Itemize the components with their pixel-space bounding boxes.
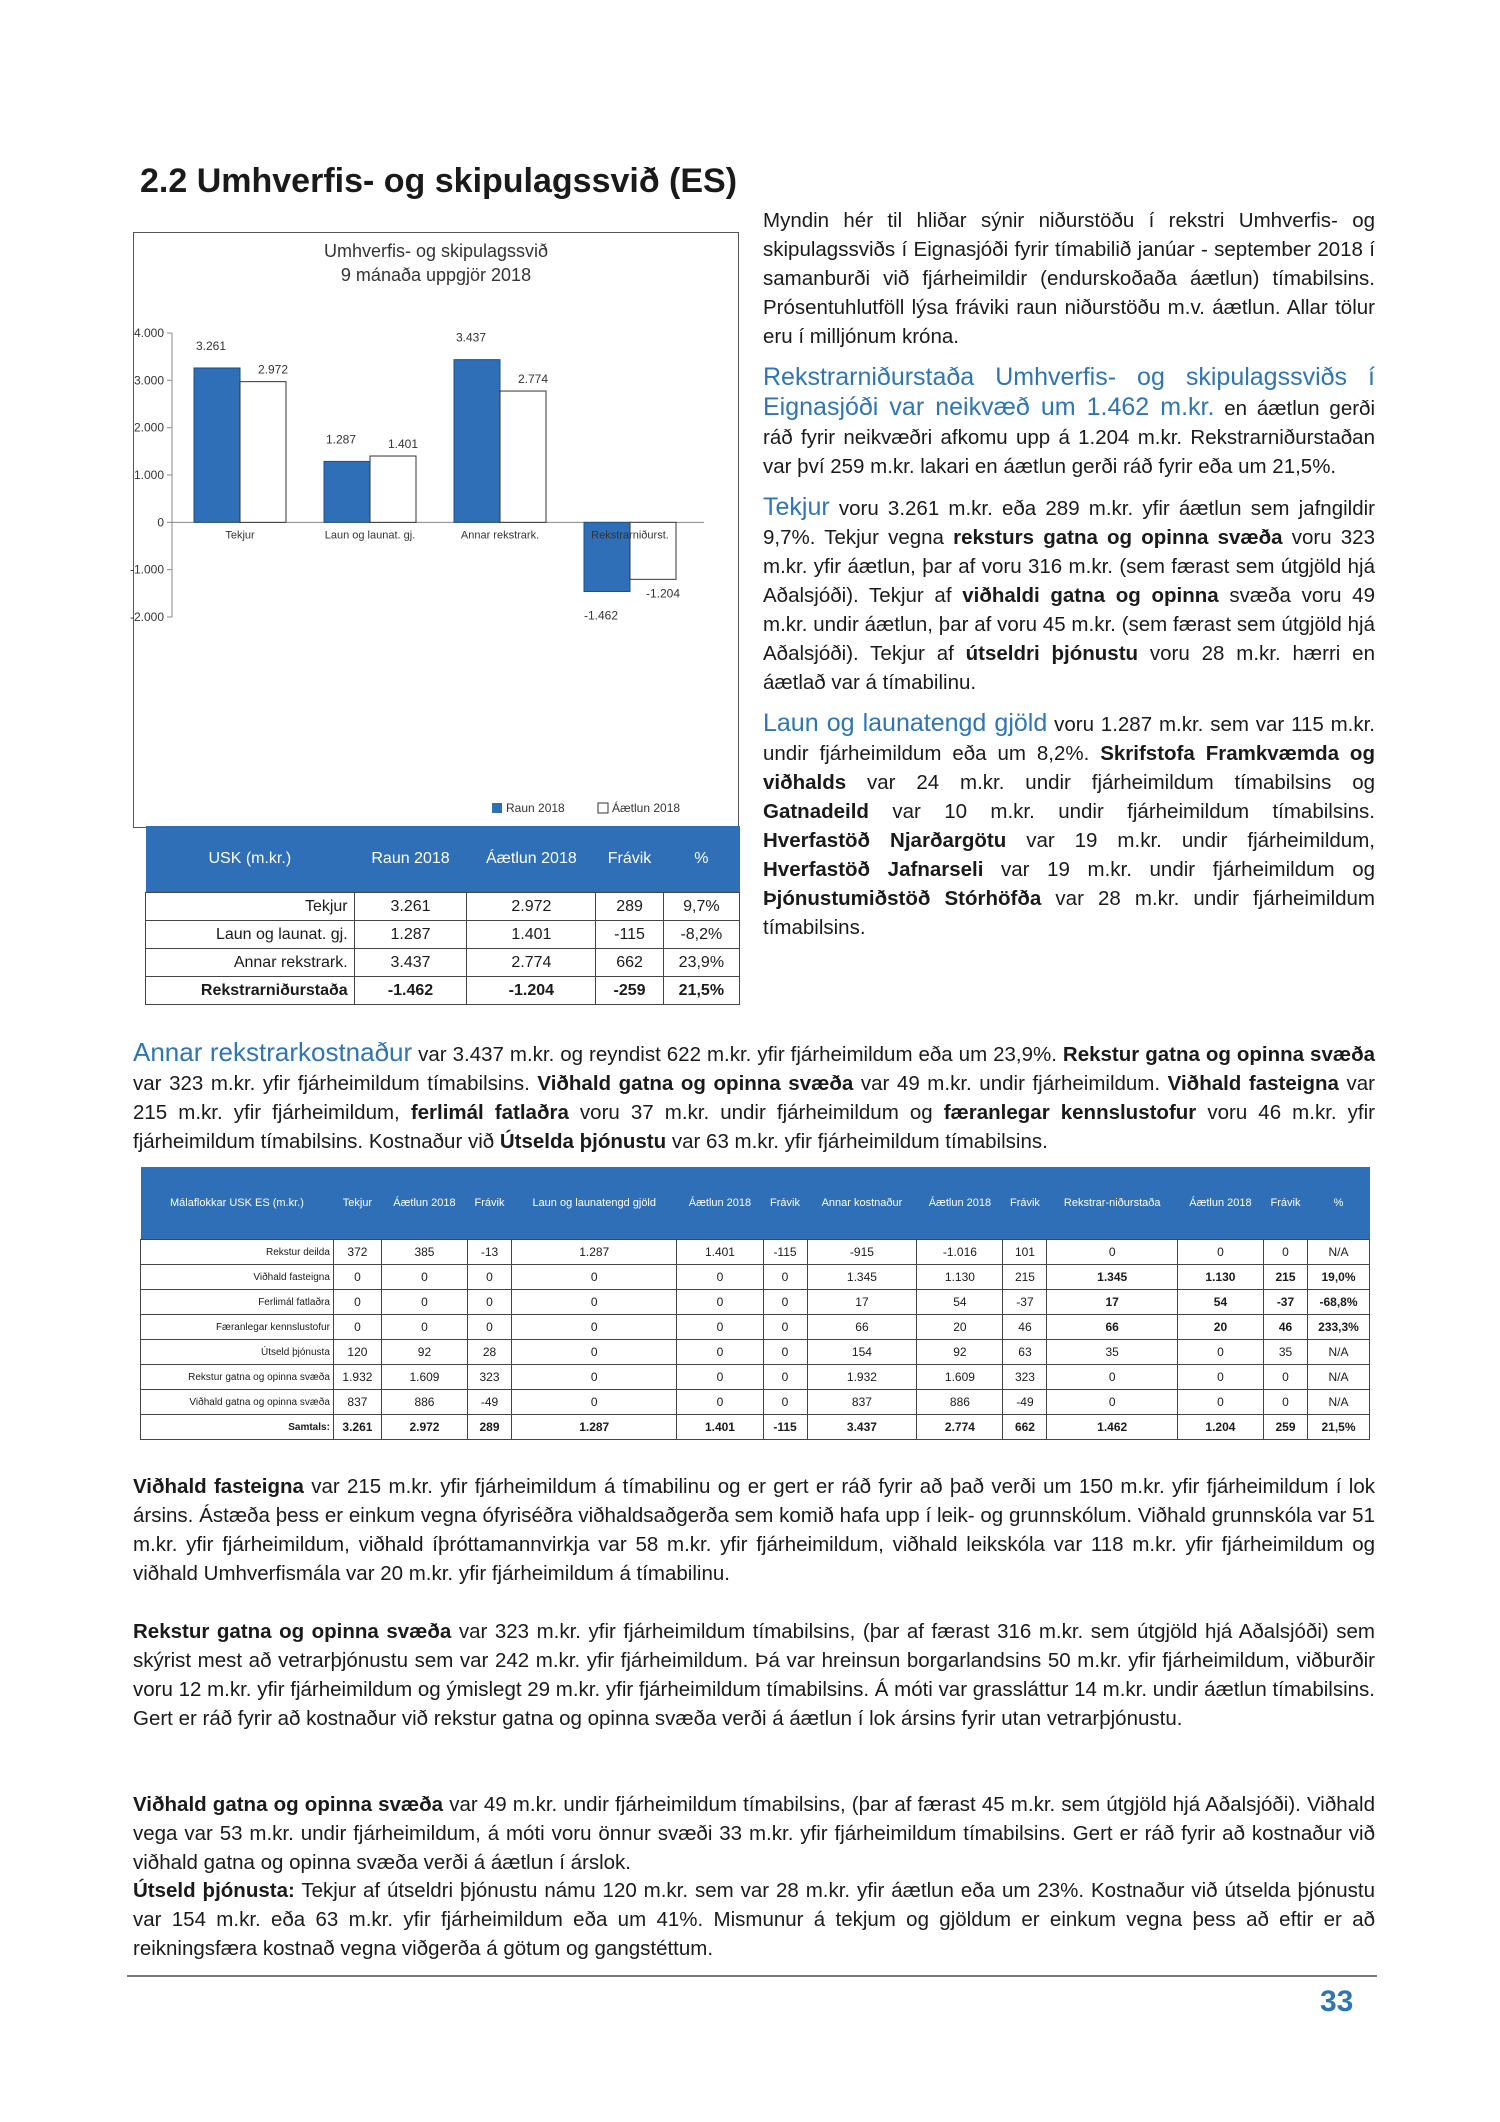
detail-cell: 1.401 [677, 1240, 763, 1265]
other-costs-bold-2: Viðhald gatna og opinna svæða [537, 1072, 854, 1095]
detail-cell: 20 [1177, 1315, 1263, 1340]
detail-cell: 2.972 [381, 1415, 467, 1440]
other-costs-g: voru 46 m.kr. yfir fjárheimildum tímabilsins. Kostnaður við [133, 1101, 1375, 1153]
detail-cell: -49 [468, 1390, 512, 1415]
summary-cell: 3.437 [354, 949, 467, 977]
bar-raun [194, 368, 240, 522]
chart-title: Umhverfis- og skipulagssvið [323, 241, 549, 261]
detail-cell: 215 [1003, 1265, 1047, 1290]
detail-cell: 20 [917, 1315, 1003, 1340]
detail-cell: 92 [381, 1340, 467, 1365]
summary-cell: -1.204 [467, 977, 596, 1005]
detail-cell: 0 [381, 1265, 467, 1290]
y-tick-label: 4.000 [133, 326, 164, 340]
detail-cell: 0 [677, 1315, 763, 1340]
detail-cell: 46 [1003, 1315, 1047, 1340]
street-maintenance-body: var 49 m.kr. undir fjárheimildum tímabilsins, (þar af færast 45 m.kr. sem útgjöld hjá Aðalsjóði). Viðhald vega var 53 m.kr. undir fjárheimildum, á móti voru önnur svæði 33 m.kr. yfir fjárheimildum tímabilsins. Gert er ráð fyrir að kostnaður við viðhald gatna og opinna svæða verði á áætlun í árslok. [133, 1793, 1375, 1874]
detail-cell: 0 [381, 1290, 467, 1315]
detail-header-cell: % [1308, 1167, 1370, 1240]
detail-cell: 0 [1047, 1365, 1177, 1390]
detail-cell: 0 [763, 1365, 807, 1390]
detail-header-cell: Laun og launatengd gjöld [512, 1167, 677, 1240]
detail-cell: 1.287 [512, 1415, 677, 1440]
salaries-bold-1: Skrifstofa Framkvæmda og viðhalds [763, 742, 1375, 794]
detail-cell: 0 [512, 1290, 677, 1315]
detail-cell: 323 [1003, 1365, 1047, 1390]
detail-cell: 54 [917, 1290, 1003, 1315]
street-operations-heading: Rekstur gatna og opinna svæða [133, 1620, 452, 1643]
y-tick-label: 1.000 [133, 468, 164, 482]
detail-cell: 662 [1003, 1415, 1047, 1440]
detail-cell: 21,5% [1308, 1415, 1370, 1440]
detail-cell: 233,3% [1308, 1315, 1370, 1340]
detail-cell: 886 [917, 1390, 1003, 1415]
data-label: 1.287 [325, 432, 357, 447]
result-heading: Rekstrarniðurstaða Umhverfis- og skipulagssviðs í Eignasjóði var neikvæð um 1.462 m.kr. [763, 363, 1375, 421]
detail-cell: 0 [1177, 1340, 1263, 1365]
detail-cell: 0 [468, 1315, 512, 1340]
revenue-bold-1: reksturs gatna og opinna svæða [953, 526, 1283, 549]
other-costs-e: var 215 m.kr. yfir fjárheimildum, [133, 1072, 1375, 1124]
category-label: Annar rekstrark. [460, 529, 540, 542]
detail-cell: Ferlimál fatlaðra [141, 1290, 334, 1315]
detail-cell: 0 [512, 1265, 677, 1290]
other-costs-bold-5: færanlegar kennslustofur [943, 1101, 1197, 1124]
detail-cell: 0 [333, 1290, 381, 1315]
summary-cell: 2.972 [467, 893, 596, 921]
detail-cell: 1.204 [1177, 1415, 1263, 1440]
detail-cell: -1.016 [917, 1240, 1003, 1265]
detail-cell: 2.774 [917, 1415, 1003, 1440]
detail-cell: Útseld þjónusta [141, 1340, 334, 1365]
detail-cell: 46 [1263, 1315, 1307, 1340]
detail-cell: Viðhald fasteigna [141, 1265, 334, 1290]
revenue-text-e: voru 28 m.kr. hærri en áætlað var á tímabilinu. [763, 642, 1375, 694]
salaries-text-f: var 19 m.kr. undir fjárheimildum og [983, 858, 1375, 881]
detail-cell: 1.932 [333, 1365, 381, 1390]
detail-cell: 0 [333, 1315, 381, 1340]
detail-header-cell: Annar kostnaður [807, 1167, 917, 1240]
detail-cell: 35 [1263, 1340, 1307, 1365]
data-label: 2.972 [257, 362, 289, 377]
detail-cell: Rekstur gatna og opinna svæða [141, 1365, 334, 1390]
salaries-bold-5: Þjónustumiðstöð Stórhöfða [763, 887, 1042, 910]
street-maintenance-text [133, 1790, 1375, 1877]
revenue-text-c: voru 323 m.kr. yfir áætlun, þar af voru 316 m.kr. (sem færast sem útgjöld hjá Aðalsjóði). Tekjur af [763, 526, 1375, 607]
other-costs-bold-3: Viðhald fasteigna [1167, 1072, 1339, 1095]
detail-header-cell: Rekstrar-niðurstaða [1047, 1167, 1177, 1240]
detail-row [141, 1415, 1370, 1440]
detail-cell: Viðhald gatna og opinna svæða [141, 1390, 334, 1415]
summary-row [146, 921, 740, 949]
detail-header-cell: Áætlun 2018 [381, 1167, 467, 1240]
detail-row [141, 1340, 1370, 1365]
data-label: -1.462 [583, 608, 619, 623]
bar-aaetlun [500, 391, 546, 522]
detail-cell: 0 [677, 1340, 763, 1365]
detail-cell: Samtals: [141, 1415, 334, 1440]
data-label: 2.774 [517, 372, 549, 387]
page-number: 33 [1320, 1985, 1354, 2018]
detail-row [141, 1265, 1370, 1290]
y-tick-label: -2.000 [129, 610, 164, 624]
bar-raun [324, 461, 370, 522]
detail-cell: 0 [1177, 1390, 1263, 1415]
detail-cell: -915 [807, 1240, 917, 1265]
maintenance-body: var 215 m.kr. yfir fjárheimildum á tímabilinu og er gert er ráð fyrir að það verði um 150 m.kr. yfir fjárheimildum í lok ársins. Ástæða þess er einkum vegna ófyriséðra viðhaldsaðgerða sem komið hafa upp í leik- og grunnskólum. Viðhald grunnskóla var 51 m.kr. yfir fjárheimildum, viðhald íþróttamannvirkja var 58 m.kr. yfir fjárheimildum, viðhald leikskóla var 118 m.kr. yfir fjárheimildum og viðhald Umhverfismála var 20 m.kr. yfir fjárheimildum á tímabilinu. [133, 1475, 1375, 1585]
detail-cell: N/A [1308, 1340, 1370, 1365]
summary-cell: 2.774 [467, 949, 596, 977]
maintenance-heading: Viðhald fasteigna [133, 1475, 304, 1498]
detail-row [141, 1315, 1370, 1340]
detail-header-cell: Áætlun 2018 [677, 1167, 763, 1240]
data-label: 1.401 [387, 437, 419, 452]
street-maintenance-heading: Viðhald gatna og opinna svæða [133, 1793, 444, 1816]
summary-cell: -1.462 [354, 977, 467, 1005]
other-costs-bold-4: ferlimál fatlaðra [410, 1101, 569, 1124]
detail-cell: 0 [1047, 1390, 1177, 1415]
detail-row [141, 1390, 1370, 1415]
chart-frame [129, 232, 739, 828]
summary-header-cell: % [663, 826, 739, 893]
summary-row [146, 949, 740, 977]
detail-cell: 0 [1177, 1365, 1263, 1390]
salaries-bold-2: Gatnadeild [763, 800, 869, 823]
bar-aaetlun [370, 456, 416, 522]
detail-cell: 3.437 [807, 1415, 917, 1440]
detail-cell: 886 [381, 1390, 467, 1415]
data-label: 3.437 [455, 330, 487, 345]
detail-cell: 101 [1003, 1240, 1047, 1265]
detail-cell: 259 [1263, 1415, 1307, 1440]
detail-cell: 0 [1263, 1240, 1307, 1265]
detail-cell: 120 [333, 1340, 381, 1365]
summary-cell: -8,2% [663, 921, 739, 949]
detail-cell: 1.932 [807, 1365, 917, 1390]
detail-cell: 66 [807, 1315, 917, 1340]
summary-cell: 23,9% [663, 949, 739, 977]
detail-header-cell: Áætlun 2018 [917, 1167, 1003, 1240]
detail-cell: 1.609 [381, 1365, 467, 1390]
summary-header-cell: Áætlun 2018 [467, 826, 596, 893]
summary-header-row [146, 826, 740, 893]
detail-cell: 0 [763, 1315, 807, 1340]
other-costs-h: var 63 m.kr. yfir fjárheimildum tímabilsins. [666, 1130, 1048, 1153]
summary-table [145, 826, 740, 1005]
summary-header-cell: Frávik [596, 826, 663, 893]
other-costs-d: var 49 m.kr. undir fjárheimildum. [853, 1072, 1168, 1095]
y-tick-label: 2.000 [133, 420, 164, 435]
summary-cell: 3.261 [354, 893, 467, 921]
detail-cell: -115 [763, 1240, 807, 1265]
detail-cell: Rekstur deilda [141, 1240, 334, 1265]
detail-cell: 289 [468, 1415, 512, 1440]
detail-cell: N/A [1308, 1365, 1370, 1390]
footer-divider [127, 1975, 1377, 1977]
detail-cell: 0 [512, 1390, 677, 1415]
detail-cell: 0 [1263, 1390, 1307, 1415]
summary-cell: 662 [596, 949, 663, 977]
salaries-text-e: var 19 m.kr. undir fjárheimildum, [1006, 829, 1375, 852]
other-costs-c: var 323 m.kr. yfir fjárheimildum tímabilsins. [133, 1072, 538, 1095]
maintenance-text [133, 1472, 1375, 1588]
other-costs-paragraph [133, 1038, 1375, 1156]
detail-cell: 1.609 [917, 1365, 1003, 1390]
other-costs-text [133, 1038, 1375, 1156]
summary-cell: 21,5% [663, 977, 739, 1005]
sold-services-text [133, 1876, 1375, 1963]
summary-cell: 1.287 [354, 921, 467, 949]
detail-cell: 323 [468, 1365, 512, 1390]
detail-cell: 3.261 [333, 1415, 381, 1440]
summary-cell: Laun og launat. gj. [146, 921, 355, 949]
detail-row [141, 1290, 1370, 1315]
summary-header-cell: USK (m.kr.) [146, 826, 355, 893]
detail-cell: Færanlegar kennslustofur [141, 1315, 334, 1340]
detail-cell: 35 [1047, 1340, 1177, 1365]
result-text: en áætlun gerði ráð fyrir neikvæðri afkomu upp á 1.204 m.kr. Rekstrarniðurstaðan var því 259 m.kr. lakari en áætlun gerði ráð fyrir eða um 21,5%. [763, 397, 1375, 478]
detail-cell: 154 [807, 1340, 917, 1365]
intro-text [763, 206, 1375, 954]
sold-services-body: Tekjur af útseldri þjónustu námu 120 m.kr. sem var 28 m.kr. yfir áætlun eða um 23%. Kostnaður við útselda þjónustu var 154 m.kr. eða 63 m.kr. yfir fjárheimildum eða um 41%. Mismunur á tekjum og gjöldum er einkum vegna þess að eftir er að reikningsfæra kostnað vegna viðgerða á götum og gangstéttum. [133, 1879, 1375, 1960]
detail-cell: 0 [677, 1290, 763, 1315]
legend-label-raun: Raun 2018 [506, 801, 565, 815]
detail-cell: -13 [468, 1240, 512, 1265]
detail-row [141, 1365, 1370, 1390]
detail-header-cell: Frávik [468, 1167, 512, 1240]
data-label: -1.204 [645, 586, 681, 601]
revenue-bold-3: útseldri þjónustu [965, 642, 1139, 665]
salaries-text-a: voru 1.287 m.kr. sem var 115 m.kr. undir fjárheimildum eða um 8,2%. [763, 713, 1376, 765]
detail-cell: -68,8% [1308, 1290, 1370, 1315]
summary-cell: 1.401 [467, 921, 596, 949]
legend-swatch-raun [492, 803, 502, 813]
detail-cell: 0 [763, 1290, 807, 1315]
y-tick-label: -1.000 [129, 562, 164, 577]
detail-cell: 1.130 [917, 1265, 1003, 1290]
intro-paragraph-3 [763, 493, 1375, 697]
detail-cell: 1.345 [807, 1265, 917, 1290]
legend-label-aaetlun: Áætlun 2018 [612, 801, 681, 815]
summary-cell: 289 [596, 893, 663, 921]
other-costs-bold-1: Rekstur gatna og opinna svæða [1062, 1043, 1375, 1066]
detail-cell: 66 [1047, 1315, 1177, 1340]
intro-paragraph-2 [763, 363, 1375, 481]
detail-cell: 28 [468, 1340, 512, 1365]
category-label: Rekstrarniðurst. [591, 529, 669, 542]
salaries-text-c: var 24 m.kr. undir fjárheimildum tímabilsins og [846, 771, 1375, 794]
bar-aaetlun [240, 382, 286, 523]
detail-cell: 1.130 [1177, 1265, 1263, 1290]
detail-cell: -49 [1003, 1390, 1047, 1415]
detail-cell: 0 [512, 1340, 677, 1365]
summary-row [146, 977, 740, 1005]
detail-cell: 1.345 [1047, 1265, 1177, 1290]
salaries-heading: Laun og launatengd gjöld [763, 709, 1048, 737]
revenue-heading: Tekjur [763, 493, 830, 521]
summary-header-cell: Raun 2018 [354, 826, 467, 893]
detail-header-row [141, 1167, 1370, 1240]
other-costs-a: var 3.437 m.kr. og reyndist 622 m.kr. yfir fjárheimildum eða um 23,9%. [412, 1043, 1063, 1066]
intro-paragraph-4 [763, 709, 1375, 942]
bar-chart [129, 233, 738, 827]
salaries-bold-3: Hverfastöð Njarðargötu [763, 829, 1007, 852]
detail-cell: 372 [333, 1240, 381, 1265]
detail-header-cell: Frávik [1003, 1167, 1047, 1240]
detail-cell: 0 [763, 1340, 807, 1365]
detail-cell: -37 [1003, 1290, 1047, 1315]
revenue-bold-2: viðhaldi gatna og opinna [962, 584, 1219, 607]
page-title: 2.2 Umhverfis- og skipulagssvið (ES) [140, 162, 738, 200]
detail-table [140, 1167, 1370, 1440]
detail-cell: 0 [381, 1315, 467, 1340]
detail-cell: 17 [1047, 1290, 1177, 1315]
summary-cell: -259 [596, 977, 663, 1005]
detail-cell: 837 [807, 1390, 917, 1415]
summary-row [146, 893, 740, 921]
other-costs-f: voru 37 m.kr. undir fjárheimildum og [568, 1101, 944, 1124]
data-label: 3.261 [195, 338, 227, 353]
detail-cell: 0 [468, 1290, 512, 1315]
sold-services-paragraph [133, 1876, 1375, 1963]
detail-cell: 0 [763, 1265, 807, 1290]
detail-cell: 54 [1177, 1290, 1263, 1315]
category-label: Tekjur [225, 529, 255, 542]
revenue-text-a: voru 3.261 m.kr. eða 289 m.kr. yfir áætlun sem jafngildir 9,7%. Tekjur vegna [763, 497, 1375, 549]
sold-services-heading: Útseld þjónusta: [133, 1879, 295, 1902]
salaries-text-g: var 28 m.kr. undir fjárheimildum tímabilsins. [763, 887, 1375, 939]
bar-raun [454, 360, 500, 523]
detail-cell: 837 [333, 1390, 381, 1415]
detail-cell: 0 [1263, 1365, 1307, 1390]
detail-cell: 0 [512, 1315, 677, 1340]
detail-header-cell: Áætlun 2018 [1177, 1167, 1263, 1240]
detail-cell: 0 [677, 1365, 763, 1390]
detail-cell: 0 [1177, 1240, 1263, 1265]
street-operations-body: var 323 m.kr. yfir fjárheimildum tímabilsins, (þar af færast 316 m.kr. sem útgjöld hjá Aðalsjóði) sem skýrist mest að vetrarþjónustu sem var 242 m.kr. yfir fjárheimildum. Þá var hreinsun borgarlandsins 50 m.kr. yfir fjárheimildum, viðburðir voru 12 m.kr. yfir fjárheimildum og ýmislegt 29 m.kr. yfir fjárheimildum tímabilsins. Á móti var grassláttur 14 m.kr. undir áætlun tímabilsins. Gert er ráð fyrir að kostnaður við rekstur gatna og opinna svæða verði á áætlun í lok ársins fyrir utan vetrarþjónustu. [133, 1620, 1375, 1730]
detail-cell: 0 [333, 1265, 381, 1290]
summary-cell: -115 [596, 921, 663, 949]
detail-cell: 1.401 [677, 1415, 763, 1440]
maintenance-paragraph [133, 1472, 1375, 1588]
salaries-text-d: var 10 m.kr. undir fjárheimildum tímabilsins. [868, 800, 1375, 823]
detail-cell: 0 [677, 1390, 763, 1415]
detail-cell: 19,0% [1308, 1265, 1370, 1290]
detail-cell: 1.462 [1047, 1415, 1177, 1440]
detail-header-cell: Tekjur [333, 1167, 381, 1240]
detail-cell: -115 [763, 1415, 807, 1440]
detail-header-cell: Frávik [1263, 1167, 1307, 1240]
chart-subtitle: 9 mánaða uppgjör 2018 [340, 265, 532, 285]
detail-row [141, 1240, 1370, 1265]
summary-cell: Rekstrarniðurstaða [146, 977, 355, 1005]
category-label: Laun og launat. gj. [324, 529, 416, 542]
detail-cell: 0 [763, 1390, 807, 1415]
revenue-text-d: svæða voru 49 m.kr. undir áætlun, þar af voru 45 m.kr. (sem færast sem útgjöld hjá Aðalsjóði). Tekjur af [763, 584, 1375, 665]
summary-cell: Annar rekstrark. [146, 949, 355, 977]
detail-header-cell: Frávik [763, 1167, 807, 1240]
detail-cell: 63 [1003, 1340, 1047, 1365]
salaries-bold-4: Hverfastöð Jafnarseli [763, 858, 984, 881]
detail-header-cell: Málaflokkar USK ES (m.kr.) [141, 1167, 334, 1240]
detail-cell: 0 [677, 1265, 763, 1290]
detail-cell: 215 [1263, 1265, 1307, 1290]
other-costs-bold-6: Útselda þjónustu [499, 1130, 667, 1153]
detail-cell: N/A [1308, 1240, 1370, 1265]
detail-cell: N/A [1308, 1390, 1370, 1415]
summary-cell: 9,7% [663, 893, 739, 921]
detail-cell: 17 [807, 1290, 917, 1315]
street-operations-text [133, 1617, 1375, 1733]
detail-cell: 0 [512, 1365, 677, 1390]
detail-cell: 92 [917, 1340, 1003, 1365]
intro-paragraph-1: Myndin hér til hliðar sýnir niðurstöðu í rekstri Umhverfis- og skipulagssviðs í Eignasjóði fyrir tímabilið janúar - september 2018 í samanburði við fjárheimildir (endurskoðaða áætlun) tímabilsins. Prósentuhlutföll lýsa fráviki raun niðurstöðu m.v. áætlun. Allar tölur eru í milljónum króna. [763, 209, 1375, 348]
detail-cell: 0 [468, 1265, 512, 1290]
other-costs-heading: Annar rekstrarkostnaður [133, 1037, 413, 1067]
summary-cell: Tekjur [146, 893, 355, 921]
detail-cell: -37 [1263, 1290, 1307, 1315]
y-tick-label: 0 [157, 515, 164, 530]
legend-swatch-aaetlun [598, 803, 608, 813]
street-operations-paragraph [133, 1617, 1375, 1733]
detail-cell: 385 [381, 1240, 467, 1265]
detail-cell: 1.287 [512, 1240, 677, 1265]
street-maintenance-paragraph [133, 1790, 1375, 1877]
y-tick-label: 3.000 [133, 373, 164, 388]
detail-cell: 0 [1047, 1240, 1177, 1265]
